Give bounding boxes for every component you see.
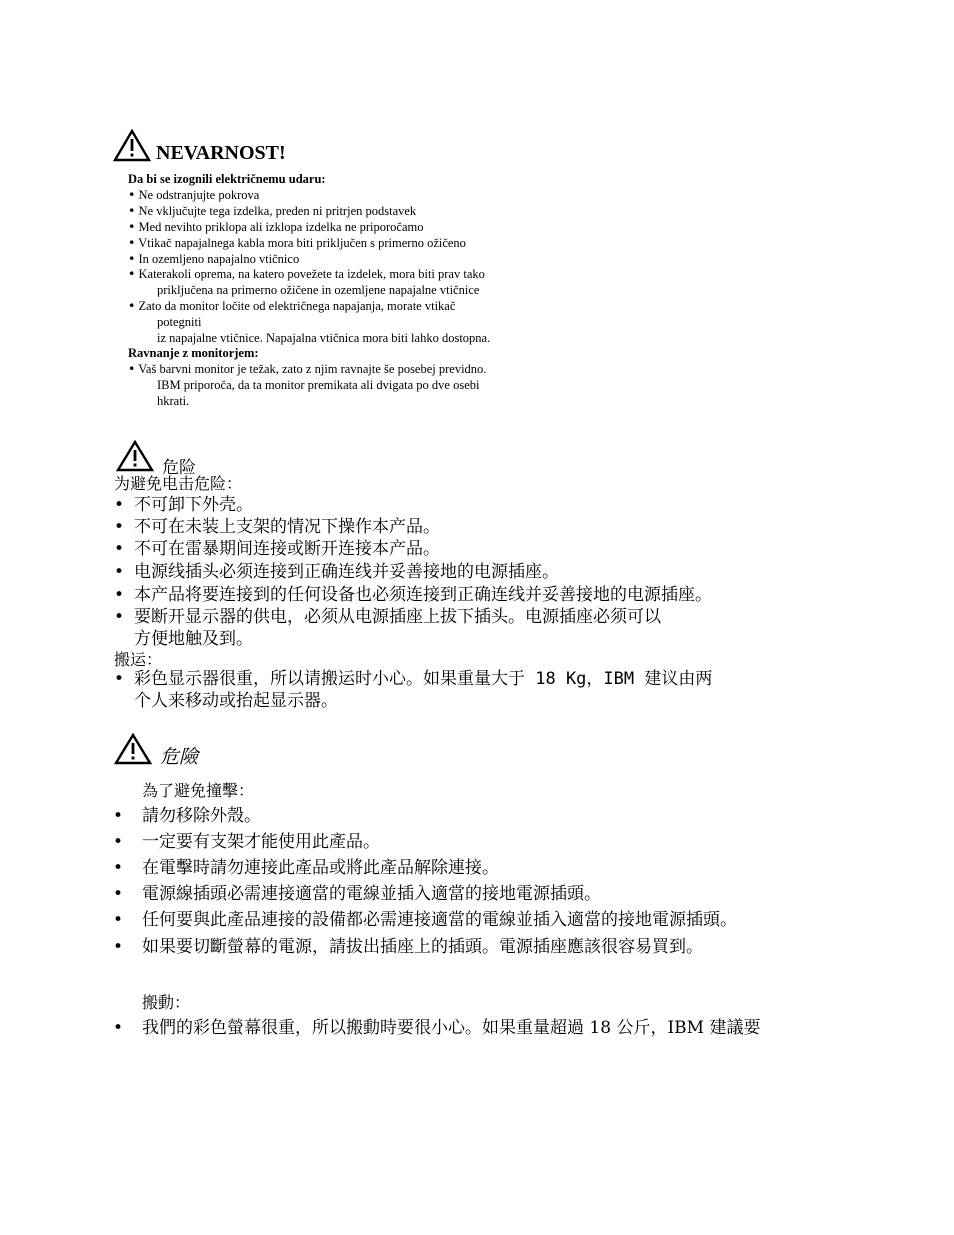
bullet: • — [114, 539, 125, 559]
list-item: • 任何要與此產品連接的設備都必需連接適當的電線並插入適當的接地電源插頭。 — [113, 907, 737, 933]
warning-title-traditional: 危險 — [160, 746, 199, 768]
bullet: • — [128, 219, 136, 234]
list-item-continuation: 方便地触及到。 — [134, 629, 253, 649]
list-item: • In ozemljeno napajalno vtičnico — [128, 251, 300, 266]
section-heading: 搬動： — [142, 993, 191, 1012]
list-item: • 不可卸下外壳。 — [114, 495, 253, 515]
bullet: • — [128, 235, 136, 250]
bullet: • — [113, 806, 124, 826]
bullet: • — [128, 187, 136, 202]
bullet: • — [113, 910, 124, 930]
list-item-continuation: iz napajalne vtičnice. Napajalna vtičnica mora biti lahko dostopna. — [157, 331, 491, 345]
list-item: • 不可在未装上支架的情况下操作本产品。 — [114, 517, 440, 537]
list-item: • Vtikač napajalnega kabla mora biti priključen s primerno ožičeno — [128, 235, 466, 250]
list-item: • Ne odstranjujte pokrova — [128, 187, 260, 202]
bullet: • — [114, 517, 125, 537]
list-item: • 不可在雷暴期间连接或断开连接本产品。 — [114, 539, 440, 559]
list-item: • 本产品将要连接到的任何设备也必须连接到正确连线并妥善接地的电源插座。 — [114, 585, 712, 605]
bullet: • — [128, 266, 136, 281]
list-item-continuation: priključena na primerno ožičene in ozemljene napajalne vtičnice — [157, 283, 480, 297]
list-item: • Katerakoli oprema, na katero povežete ta izdelek, mora biti prav tako — [128, 266, 485, 281]
list-item-continuation: hkrati. — [157, 394, 190, 408]
bullet: • — [113, 937, 124, 957]
list-item: • Zato da monitor ločite od električnega napajanja, morate vtikač — [128, 298, 456, 313]
list-item: • 电源线插头必须连接到正确连线并妥善接地的电源插座。 — [114, 562, 559, 582]
warning-triangle-icon — [114, 733, 152, 765]
warning-title-slovenian: NEVARNOST! — [156, 142, 286, 164]
section-heading: 为避免电击危险： — [114, 474, 243, 493]
bullet: • — [113, 1018, 124, 1038]
bullet: • — [114, 585, 125, 605]
list-item: • Med nevihto priklopa ali izklopa izdelka ne priporočamo — [128, 219, 424, 234]
warning-triangle-icon — [113, 129, 151, 162]
bullet: • — [128, 251, 136, 266]
warning-triangle-icon — [116, 440, 154, 472]
section-heading: Ravnanje z monitorjem: — [128, 346, 259, 360]
bullet: • — [113, 832, 124, 852]
list-item: • Vaš barvni monitor je težak, zato z njim ravnajte še posebej previdno. — [128, 361, 487, 376]
bullet: • — [113, 858, 124, 878]
list-item: • Ne vključujte tega izdelka, preden ni pritrjen podstavek — [128, 203, 417, 218]
bullet: • — [114, 607, 125, 627]
section-heading: Da bi se izognili električnemu udaru: — [128, 172, 326, 186]
bullet: • — [114, 669, 125, 689]
list-item: • 請勿移除外殼。 — [113, 803, 261, 829]
list-item-continuation: IBM priporoča, da ta monitor premikata ali dvigata po dve osebi — [157, 378, 480, 392]
bullet: • — [128, 203, 136, 218]
list-item: • 彩色显示器很重，所以请搬运时小心。如果重量大于 18 Kg，IBM 建议由两 — [114, 669, 713, 689]
bullet: • — [114, 495, 125, 515]
list-item: • 電源線插頭必需連接適當的電線並插入適當的接地電源插頭。 — [113, 881, 601, 907]
list-item: • 一定要有支架才能使用此產品。 — [113, 829, 380, 855]
list-item: • 如果要切斷螢幕的電源，請拔出插座上的插頭。電源插座應該很容易買到。 — [113, 934, 703, 960]
list-item: • 在電擊時請勿連接此產品或將此產品解除連接。 — [113, 855, 499, 881]
bullet: • — [113, 884, 124, 904]
section-heading: 為了避免撞擊： — [142, 781, 255, 800]
list-item-continuation: 个人来移动或抬起显示器。 — [134, 691, 338, 711]
list-item-continuation: potegniti — [157, 315, 202, 329]
bullet: • — [128, 298, 136, 313]
section-heading: 搬运： — [114, 650, 163, 669]
bullet: • — [128, 361, 136, 376]
warning-title-simplified: 危险 — [162, 458, 196, 478]
list-item: • 要断开显示器的供电，必须从电源插座上拔下插头。电源插座必须可以 — [114, 607, 661, 627]
list-item: • 我們的彩色螢幕很重，所以搬動時要很小心。如果重量超過 18 公斤，IBM 建議要 — [113, 1015, 760, 1041]
bullet: • — [114, 562, 125, 582]
